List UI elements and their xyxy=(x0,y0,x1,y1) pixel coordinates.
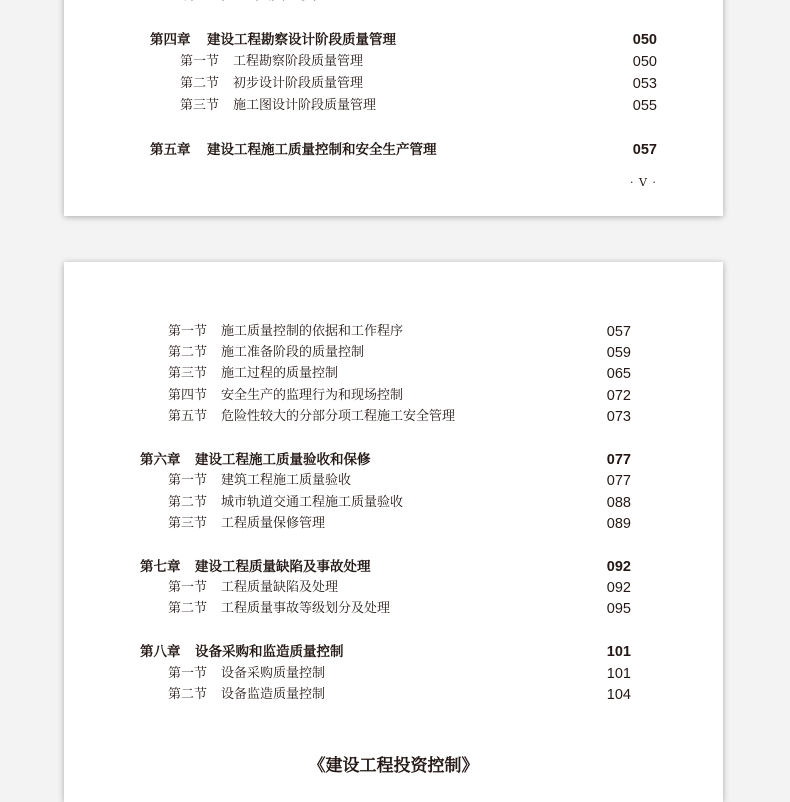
toc-entry-page-number: 077 xyxy=(606,473,631,489)
toc-entry-page-number: 088 xyxy=(606,495,631,511)
toc-chapter-entry xyxy=(150,30,657,50)
toc-entry-label: 第三节 xyxy=(180,98,220,113)
toc-entry-title: 施工准备阶段的质量控制 xyxy=(221,345,365,360)
toc-entry-title: 建设工程勘察设计阶段质量管理 xyxy=(207,32,396,48)
book-title: 《建设工程投资控制》 xyxy=(308,756,479,776)
toc-entry-label: 第一节 xyxy=(168,473,208,488)
toc-entry-title: 初步设计阶段质量管理 xyxy=(233,76,364,91)
toc-entry-label: 第一节 xyxy=(168,666,208,681)
toc-entry-title: 工程质量事故等级划分及处理 xyxy=(221,601,391,616)
toc-entry-label: 第八章 xyxy=(140,644,181,660)
toc-entry-label: 第三节 xyxy=(168,366,208,381)
toc-entry-title: 城市轨道交通工程施工质量验收 xyxy=(221,495,404,510)
toc-entry-label: 第一节 xyxy=(180,54,220,69)
toc-entry-title: 安全生产的监理行为和现场控制 xyxy=(221,388,404,403)
toc-entry-label: 第七章 xyxy=(140,559,181,575)
toc-entry-page-number: 077 xyxy=(606,452,631,468)
toc-entry-page-number: 057 xyxy=(606,324,631,340)
toc-entry-page-number: 092 xyxy=(606,559,631,575)
toc-entry-page-number: 055 xyxy=(632,98,657,114)
toc-chapter-entry xyxy=(140,557,630,577)
toc-entry-label: 第五章 xyxy=(150,142,191,158)
toc-entry-page-number: 050 xyxy=(632,32,657,48)
toc-entry-page-number: 101 xyxy=(606,644,631,660)
toc-entry-page-number: 104 xyxy=(606,687,631,703)
toc-section-entry xyxy=(180,52,680,72)
toc-entry-label: 第二节 xyxy=(168,345,208,360)
toc-entry-label: 第四章 xyxy=(150,32,191,48)
toc-section-entry xyxy=(168,685,658,705)
toc-section-entry xyxy=(168,514,658,534)
toc-entry-title: 施工质量控制的依据和工作程序 xyxy=(221,324,404,339)
toc-entry-page-number: 053 xyxy=(632,76,657,92)
toc-chapter-entry xyxy=(140,642,630,662)
toc-entry-title: 危险性较大的分部分项工程施工安全管理 xyxy=(221,409,456,424)
toc-section-entry xyxy=(180,74,680,94)
toc-entry-title: 工程勘察阶段质量管理 xyxy=(233,54,364,69)
toc-entry-title: 设备监造质量控制 xyxy=(221,687,326,702)
toc-entry-page-number: 065 xyxy=(606,366,631,382)
toc-entry-label: 第二节 xyxy=(168,687,208,702)
toc-entry-title: 施工过程的质量控制 xyxy=(221,366,339,381)
toc-section-entry xyxy=(168,322,658,342)
toc-entry-title: 施工图设计阶段质量管理 xyxy=(233,98,377,113)
toc-entry-title: 建设工程质量缺陷及事故处理 xyxy=(195,559,371,575)
toc-cut-entry xyxy=(184,0,333,1)
toc-entry-title: 建筑工程施工质量验收 xyxy=(221,473,352,488)
toc-entry-page-number: 073 xyxy=(606,409,631,425)
toc-entry-page-number: 101 xyxy=(606,666,631,682)
toc-entry-label: 第三节 xyxy=(168,516,208,531)
toc-section-entry xyxy=(168,364,658,384)
toc-section-entry xyxy=(168,578,658,598)
toc-section-entry xyxy=(168,386,658,406)
toc-entry-title: 工程质量保修管理 xyxy=(221,516,326,531)
toc-entry-title: 建设工程施工质量验收和保修 xyxy=(195,452,371,468)
toc-section-entry xyxy=(168,471,658,491)
toc-entry-label: 第一节 xyxy=(168,580,208,595)
toc-entry-label: 第五节 xyxy=(168,409,208,424)
toc-entry-label: 第二节 xyxy=(168,495,208,510)
toc-section-entry xyxy=(168,343,658,363)
toc-section-entry xyxy=(168,407,658,427)
toc-entry-page-number: 095 xyxy=(606,601,631,617)
toc-entry-title: 设备采购和监造质量控制 xyxy=(195,644,344,660)
toc-entry-page-number: 089 xyxy=(606,516,631,532)
toc-entry-page-number: 050 xyxy=(632,54,657,70)
toc-entry-title: 建设工程施工质量控制和安全生产管理 xyxy=(207,142,437,158)
toc-entry-label: 第四节 xyxy=(168,388,208,403)
toc-entry-label: 第一节 xyxy=(168,324,208,339)
toc-entry-page-number: 072 xyxy=(606,388,631,404)
toc-cut-label xyxy=(184,0,232,1)
toc-chapter-entry xyxy=(140,450,630,470)
toc-entry-label: 第六章 xyxy=(140,452,181,468)
toc-page-upper xyxy=(64,0,723,216)
toc-cut-title xyxy=(237,0,333,1)
toc-entry-page-number: 059 xyxy=(606,345,631,361)
toc-entry-label: 第二节 xyxy=(180,76,220,91)
toc-page-lower xyxy=(64,262,723,802)
toc-section-entry xyxy=(168,493,658,513)
toc-entry-page-number: 057 xyxy=(632,142,657,158)
toc-entry-title: 设备采购质量控制 xyxy=(221,666,326,681)
toc-section-entry xyxy=(180,96,680,116)
toc-entry-label: 第二节 xyxy=(168,601,208,616)
toc-section-entry xyxy=(168,599,658,619)
toc-entry-page-number: 092 xyxy=(606,580,631,596)
toc-section-entry xyxy=(168,664,658,684)
toc-entry-title: 工程质量缺陷及处理 xyxy=(221,580,339,595)
page-number: · V · xyxy=(630,176,657,189)
toc-chapter-entry xyxy=(150,140,657,160)
